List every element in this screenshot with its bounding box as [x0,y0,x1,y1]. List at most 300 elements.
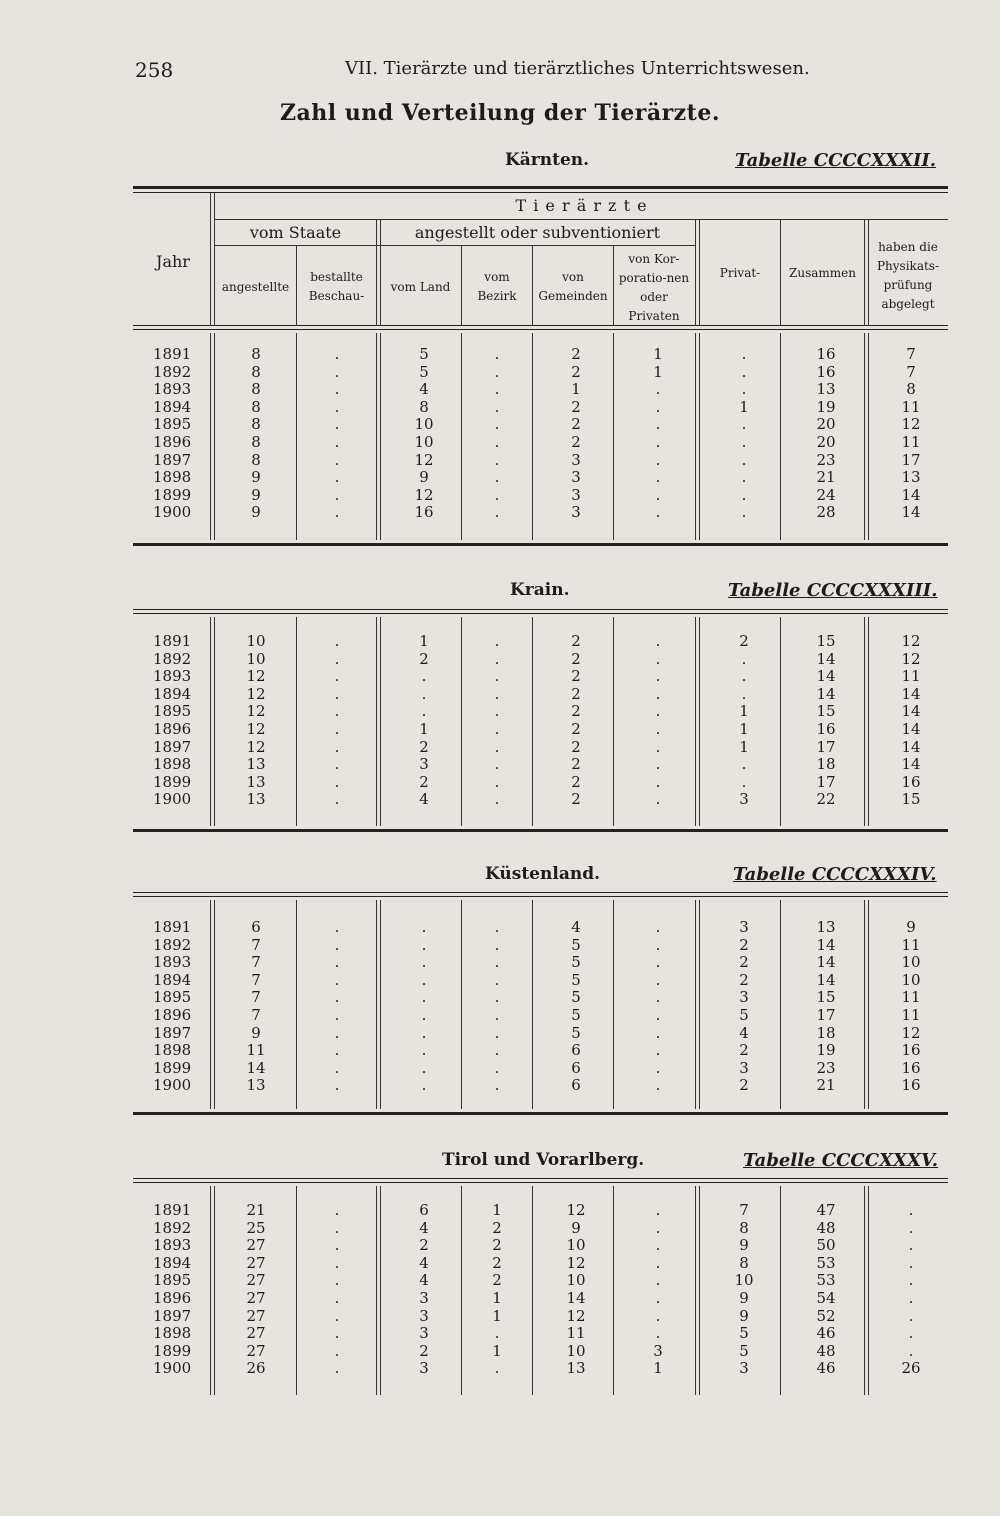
cell-year: 1900 [153,503,192,522]
cell-zusammen: 48 [816,1218,836,1237]
col-divider [780,1186,781,1395]
cell-vom-land: 2 [419,737,429,756]
cell-year: 1896 [153,1006,192,1024]
cell-physikat: 14 [901,503,921,522]
cell-physikat: . [908,1271,914,1290]
cell-von-gemeinden: 5 [571,1006,581,1024]
cell-von-gemeinden: 2 [571,684,581,703]
cell-zusammen: 18 [816,1023,836,1042]
col-divider [695,900,700,1109]
cell-angestellte: 13 [246,1076,266,1095]
cell-privat: . [741,380,747,399]
header-vom-bezirk: vom Bezirk [477,270,517,303]
cell-privat: . [741,415,747,434]
cell-privat: . [741,755,747,774]
cell-physikat: 17 [901,450,921,469]
cell-zusammen: 13 [816,380,836,399]
cell-physikat: . [908,1218,914,1237]
cell-von-gemeinden: 2 [571,362,581,381]
cell-von-korporationen: . [655,415,661,434]
cell-angestellte: 25 [246,1218,266,1237]
cell-bestallte: . [334,953,340,972]
cell-vom-bezirk: . [494,397,500,416]
cell-von-korporationen: . [655,755,661,774]
col-divider [296,333,297,540]
cell-year: 1893 [153,1236,192,1255]
cell-vom-land: 4 [419,1271,429,1290]
cell-zusammen: 15 [816,988,836,1007]
cell-angestellte: 7 [251,935,261,954]
cell-von-korporationen: . [655,918,661,936]
cell-vom-bezirk: . [494,415,500,434]
cell-zusammen: 14 [816,649,836,668]
col-divider [613,900,614,1109]
cell-year: 1892 [153,649,192,668]
cell-bestallte: . [334,737,340,756]
cell-von-gemeinden: 2 [571,737,581,756]
table-ref-tirol: Tabelle CCCCXXXV. [743,1150,939,1171]
cell-vom-land: . [421,684,427,703]
cell-von-korporationen: . [655,450,661,469]
cell-zusammen: 20 [816,433,836,451]
cell-physikat: 14 [901,755,921,774]
cell-von-gemeinden: 10 [566,1271,586,1290]
cell-privat: 1 [739,737,749,756]
cell-angestellte: 9 [251,468,261,487]
cell-zusammen: 19 [816,1041,836,1060]
cell-physikat: 11 [901,433,921,451]
cell-privat: 5 [739,1324,749,1343]
cell-vom-bezirk: 1 [492,1306,502,1325]
cell-vom-bezirk: . [494,503,500,522]
col-divider [376,900,381,1109]
table-top-rule-thin [133,192,948,193]
cell-von-gemeinden: 2 [571,649,581,668]
col-divider [780,900,781,1109]
cell-vom-bezirk: 2 [492,1236,502,1255]
cell-von-korporationen: . [655,1253,661,1272]
header-physikat: haben die Physikats-prüfung abgelegt [876,240,940,311]
section-title-karnten: Kärnten. [505,150,590,170]
cell-vom-bezirk: . [494,988,500,1007]
cell-physikat: 11 [901,397,921,416]
cell-von-korporationen: . [655,684,661,703]
cell-year: 1900 [153,1359,192,1378]
cell-vom-bezirk: . [494,684,500,703]
cell-physikat: 14 [901,485,921,504]
cell-vom-land: 9 [419,468,429,487]
cell-vom-land: . [421,702,427,721]
cell-von-gemeinden: 3 [571,450,581,469]
col-divider [613,333,614,540]
cell-privat: 3 [739,1359,749,1378]
section-title-kustenland: Küstenland. [485,864,600,884]
cell-bestallte: . [334,1341,340,1360]
cell-von-korporationen: . [655,1236,661,1255]
cell-zusammen: 54 [816,1289,836,1307]
cell-vom-bezirk: 1 [492,1341,502,1360]
cell-bestallte: . [334,433,340,451]
cell-privat: 2 [739,953,749,972]
cell-vom-bezirk: . [494,1041,500,1060]
cell-vom-land: 3 [419,1289,429,1307]
cell-physikat: 11 [901,988,921,1007]
header-bottom-rule-2 [133,329,948,330]
cell-physikat: 16 [901,1041,921,1060]
cell-physikat: 11 [901,935,921,954]
cell-von-gemeinden: 1 [571,380,581,399]
table-top-rule [133,186,948,189]
cell-privat: . [741,345,747,363]
cell-vom-land: 3 [419,1306,429,1325]
cell-vom-land: 10 [414,415,434,434]
section-rule-4a [133,892,948,893]
cell-vom-bezirk: 2 [492,1253,502,1272]
cell-year: 1899 [153,1341,192,1360]
cell-bestallte: . [334,1201,340,1219]
header-angestellt-sub: angestellt oder subventioniert [414,223,661,242]
cell-privat: . [741,667,747,686]
cell-von-gemeinden: 2 [571,345,581,363]
cell-angestellte: 27 [246,1253,266,1272]
cell-zusammen: 14 [816,684,836,703]
cell-zusammen: 21 [816,1076,836,1095]
cell-physikat: 13 [901,468,921,487]
col-divider [695,1186,700,1395]
cell-year: 1899 [153,485,192,504]
cell-year: 1897 [153,1306,192,1325]
cell-zusammen: 46 [816,1359,836,1378]
cell-year: 1895 [153,988,192,1007]
col-divider [532,333,533,540]
cell-privat: 2 [739,935,749,954]
cell-year: 1892 [153,362,192,381]
cell-vom-land: 3 [419,1324,429,1343]
cell-vom-bezirk: . [494,702,500,721]
col-divider [532,1186,533,1395]
cell-von-gemeinden: 12 [566,1253,586,1272]
cell-bestallte: . [334,970,340,989]
col-divider [210,617,215,826]
cell-vom-bezirk: . [494,1324,500,1343]
cell-zusammen: 52 [816,1306,836,1325]
cell-von-gemeinden: 14 [566,1289,586,1307]
cell-bestallte: . [334,485,340,504]
cell-angestellte: 7 [251,953,261,972]
cell-vom-land: 2 [419,772,429,791]
cell-bestallte: . [334,1359,340,1378]
cell-von-gemeinden: 5 [571,1023,581,1042]
header-von-gemeinden: von Gemeinden [538,270,608,303]
cell-physikat: 12 [901,1023,921,1042]
cell-physikat: 11 [901,1006,921,1024]
cell-privat: 2 [739,1041,749,1060]
cell-physikat: . [908,1341,914,1360]
cell-von-gemeinden: 10 [566,1341,586,1360]
cell-vom-bezirk: . [494,918,500,936]
cell-year: 1897 [153,450,192,469]
cell-angestellte: 12 [246,702,266,721]
col-divider [210,1186,215,1395]
cell-bestallte: . [334,755,340,774]
cell-von-korporationen: . [655,380,661,399]
cell-zusammen: 18 [816,755,836,774]
cell-von-korporationen: . [655,649,661,668]
cell-bestallte: . [334,988,340,1007]
cell-von-korporationen: . [655,485,661,504]
cell-physikat: 14 [901,702,921,721]
cell-vom-bezirk: . [494,720,500,738]
cell-year: 1898 [153,1324,192,1343]
header-angestellte: angestellte [221,280,290,294]
cell-vom-land: 2 [419,649,429,668]
cell-von-korporationen: . [655,1324,661,1343]
cell-von-gemeinden: 5 [571,970,581,989]
cell-zusammen: 48 [816,1341,836,1360]
cell-bestallte: . [334,649,340,668]
cell-privat: 5 [739,1341,749,1360]
cell-zusammen: 13 [816,918,836,936]
cell-vom-land: 4 [419,1253,429,1272]
cell-angestellte: 8 [251,362,261,381]
cell-zusammen: 21 [816,468,836,487]
cell-vom-land: 4 [419,380,429,399]
cell-year: 1893 [153,380,192,399]
col-divider [613,1186,614,1395]
cell-zusammen: 23 [816,1058,836,1077]
cell-von-korporationen: . [655,1271,661,1290]
cell-von-korporationen: 1 [653,362,663,381]
cell-von-gemeinden: 2 [571,397,581,416]
col-divider [296,1186,297,1395]
cell-physikat: 12 [901,649,921,668]
cell-bestallte: . [334,684,340,703]
cell-von-korporationen: . [655,988,661,1007]
cell-von-korporationen: . [655,1076,661,1095]
cell-von-gemeinden: 4 [571,918,581,936]
col-divider [864,333,869,540]
cell-privat: 2 [739,632,749,650]
cell-bestallte: . [334,1041,340,1060]
cell-privat: 8 [739,1253,749,1272]
cell-vom-land: 16 [414,503,434,522]
table-ref-krain: Tabelle CCCCXXXIII. [728,580,938,601]
header-jahr: Jahr [156,252,190,271]
cell-physikat: 14 [901,737,921,756]
cell-privat: 8 [739,1218,749,1237]
section-rule-6a [133,1178,948,1179]
cell-bestallte: . [334,1253,340,1272]
col-divider [461,1186,462,1395]
cell-physikat: 10 [901,953,921,972]
cell-physikat: 8 [906,380,916,399]
cell-bestallte: . [334,720,340,738]
section-title-krain: Krain. [510,580,570,600]
cell-von-gemeinden: 12 [566,1201,586,1219]
cell-vom-land: 2 [419,1341,429,1360]
cell-vom-land: . [421,667,427,686]
cell-vom-bezirk: . [494,632,500,650]
header-tierarzte: T i e r ä r z t e [515,196,648,215]
cell-vom-land: 10 [414,433,434,451]
col-divider [376,1186,381,1395]
cell-bestallte: . [334,503,340,522]
cell-angestellte: 14 [246,1058,266,1077]
cell-von-korporationen: 3 [653,1341,663,1360]
cell-privat: 7 [739,1201,749,1219]
cell-bestallte: . [334,1271,340,1290]
cell-bestallte: . [334,468,340,487]
cell-zusammen: 20 [816,415,836,434]
cell-physikat: 14 [901,684,921,703]
cell-zusammen: 16 [816,720,836,738]
cell-zusammen: 17 [816,737,836,756]
cell-bestallte: . [334,1236,340,1255]
col-divider [695,617,700,826]
cell-angestellte: 12 [246,720,266,738]
cell-von-gemeinden: 6 [571,1041,581,1060]
cell-angestellte: 13 [246,772,266,791]
cell-angestellte: 8 [251,397,261,416]
cell-vom-land: . [421,1023,427,1042]
col-divider [780,333,781,540]
cell-angestellte: 27 [246,1324,266,1343]
cell-vom-land: 1 [419,632,429,650]
cell-von-korporationen: . [655,397,661,416]
header-rule-1 [215,219,948,220]
cell-year: 1891 [153,632,192,650]
cell-year: 1892 [153,935,192,954]
cell-physikat: 16 [901,772,921,791]
cell-privat: 3 [739,1058,749,1077]
cell-von-korporationen: . [655,1058,661,1077]
col-divider [532,617,533,826]
cell-von-korporationen: . [655,953,661,972]
cell-privat: 5 [739,1006,749,1024]
cell-von-korporationen: . [655,720,661,738]
cell-von-korporationen: . [655,1201,661,1219]
cell-von-gemeinden: 3 [571,485,581,504]
cell-privat: 2 [739,1076,749,1095]
cell-vom-bezirk: . [494,935,500,954]
cell-physikat: 9 [906,918,916,936]
cell-year: 1895 [153,702,192,721]
cell-angestellte: 9 [251,485,261,504]
header-bestallte: bestallte Beschau- [308,270,365,303]
cell-vom-bezirk: . [494,468,500,487]
section-rule-5 [133,1112,948,1115]
cell-vom-land: 1 [419,720,429,738]
section-rule-2a [133,609,948,610]
cell-vom-land: 5 [419,362,429,381]
cell-physikat: . [908,1236,914,1255]
cell-bestallte: . [334,1324,340,1343]
col-divider [613,245,614,326]
cell-von-gemeinden: 13 [566,1359,586,1378]
cell-von-korporationen: . [655,935,661,954]
cell-von-korporationen: . [655,737,661,756]
col-divider [376,617,381,826]
cell-zusammen: 16 [816,362,836,381]
cell-angestellte: 8 [251,450,261,469]
cell-vom-land: . [421,988,427,1007]
cell-von-korporationen: . [655,667,661,686]
cell-von-gemeinden: 6 [571,1076,581,1095]
cell-physikat: 12 [901,415,921,434]
col-divider [461,900,462,1109]
cell-von-korporationen: . [655,1006,661,1024]
cell-vom-land: 12 [414,485,434,504]
cell-physikat: . [908,1253,914,1272]
cell-von-gemeinden: 9 [571,1218,581,1237]
cell-vom-bezirk: . [494,345,500,363]
cell-physikat: 16 [901,1076,921,1095]
cell-bestallte: . [334,918,340,936]
cell-angestellte: 8 [251,345,261,363]
cell-vom-bezirk: . [494,433,500,451]
cell-privat: . [741,468,747,487]
cell-bestallte: . [334,1289,340,1307]
cell-vom-land: 4 [419,1218,429,1237]
cell-privat: 3 [739,918,749,936]
cell-angestellte: 7 [251,1006,261,1024]
cell-bestallte: . [334,935,340,954]
cell-vom-land: 6 [419,1201,429,1219]
cell-von-gemeinden: 5 [571,953,581,972]
col-divider [864,617,869,826]
cell-physikat: 16 [901,1058,921,1077]
cell-von-korporationen: . [655,503,661,522]
cell-privat: 3 [739,988,749,1007]
cell-year: 1900 [153,1076,192,1095]
cell-von-gemeinden: 2 [571,790,581,809]
cell-zusammen: 16 [816,345,836,363]
cell-vom-bezirk: . [494,755,500,774]
cell-year: 1894 [153,970,192,989]
cell-von-korporationen: 1 [653,345,663,363]
cell-privat: 1 [739,397,749,416]
cell-angestellte: 8 [251,380,261,399]
cell-privat: 9 [739,1306,749,1325]
cell-privat: 10 [734,1271,754,1290]
cell-physikat: 12 [901,632,921,650]
cell-year: 1895 [153,1271,192,1290]
cell-physikat: 7 [906,362,916,381]
cell-von-korporationen: . [655,790,661,809]
cell-angestellte: 27 [246,1341,266,1360]
section-rule-6b [133,1182,948,1183]
cell-zusammen: 19 [816,397,836,416]
header-zusammen: Zusammen [789,266,856,280]
cell-angestellte: 26 [246,1359,266,1378]
cell-angestellte: 9 [251,503,261,522]
cell-bestallte: . [334,790,340,809]
cell-zusammen: 14 [816,953,836,972]
cell-year: 1894 [153,397,192,416]
cell-vom-land: 3 [419,755,429,774]
cell-von-gemeinden: 2 [571,755,581,774]
cell-von-korporationen: . [655,1218,661,1237]
cell-von-korporationen: . [655,1289,661,1307]
cell-von-gemeinden: 12 [566,1306,586,1325]
cell-vom-bezirk: 2 [492,1218,502,1237]
cell-year: 1899 [153,772,192,791]
cell-von-korporationen: . [655,772,661,791]
cell-von-gemeinden: 3 [571,503,581,522]
cell-vom-bezirk: 2 [492,1271,502,1290]
cell-bestallte: . [334,702,340,721]
col-divider [532,900,533,1109]
